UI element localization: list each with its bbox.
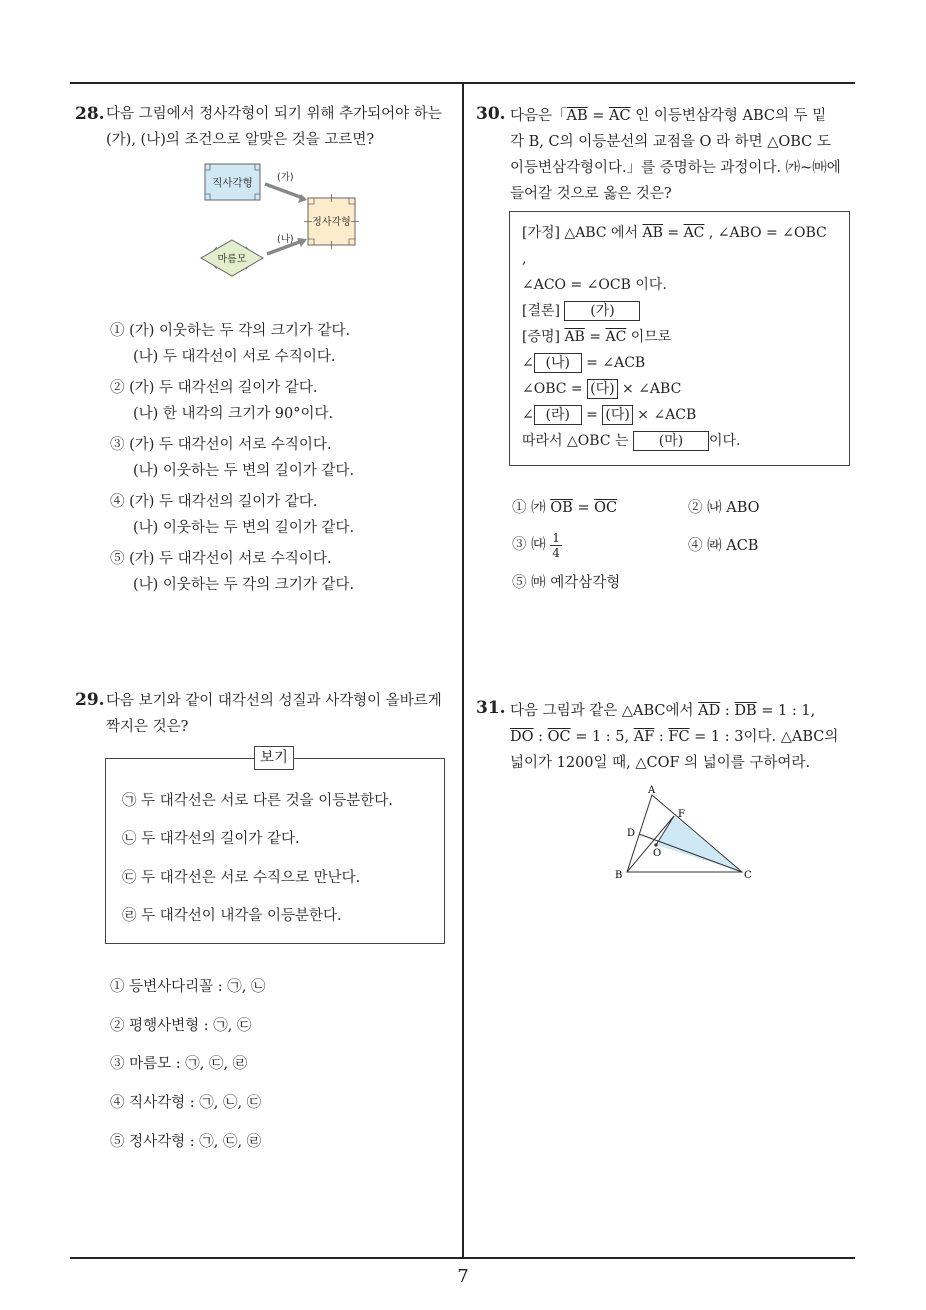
q31-seg-ad: $\overline{AD}$ [698, 703, 721, 719]
q31-seg-oc: $\overline{OC}$ [547, 729, 571, 745]
q30-opt1-pre: ① ㈎ [512, 500, 551, 516]
proof-angle-d: ∠ [522, 407, 534, 423]
proof-pf-post: 이므로 [626, 329, 672, 345]
q30-opt1-eq: = [572, 500, 595, 516]
q29-item-2: ㉡ 두 대각선의 길이가 같다. [122, 831, 300, 847]
proof-eq-d: = [581, 407, 603, 423]
q30-line1-pre: 다음은「 [510, 108, 567, 124]
q28-text-line2: (가), (나)의 조건으로 알맞은 것을 고르면? [106, 132, 375, 148]
q31-text [510, 698, 860, 776]
proof-blank-c2: (다) [602, 405, 632, 425]
q31-line2 [510, 724, 860, 750]
q30-text-line4: 들어갈 것으로 옳은 것은? [510, 186, 672, 202]
label-o: O [653, 848, 662, 859]
proof-angle-b: ∠ [522, 355, 534, 371]
proof-final-post: 이다. [708, 433, 741, 449]
proof-comma: , [522, 251, 527, 267]
q28-option-3-a: (가) 두 대각선이 서로 수직이다. [129, 437, 332, 453]
proof-seg-ac: $\overline{AC}$ [683, 225, 705, 241]
q28-option-2-num: ② [110, 380, 125, 396]
q30-text-line2: 각 B, C의 이등분선의 교점을 O 라 하면 △OBC 도 [510, 134, 831, 150]
q28-option-3-b: (나) 이웃하는 두 변의 길이가 같다. [133, 463, 355, 479]
proof-eq: = [662, 225, 684, 241]
proof-times-acb: × ∠ACB [632, 407, 697, 423]
frac-num: 1 [552, 530, 560, 545]
q30-number: 30. [476, 104, 506, 124]
proof-times-abc: × ∠ABC [617, 381, 682, 397]
q28-option-3-num: ③ [110, 437, 125, 453]
proof-seg-ab: $\overline{AB}$ [642, 225, 663, 241]
q29-bogi-title: 보기 [254, 746, 294, 770]
q30-opt1-oc: $\overline{OC}$ [594, 500, 618, 516]
q29-option-2[interactable]: ② 평행사변형 : ㉠, ㉢ [110, 1018, 252, 1034]
q31-sep3: : [654, 729, 669, 745]
q28-option-3[interactable] [110, 432, 354, 484]
q30-line1-post: 인 이등변삼각형 ABC의 두 밑 [630, 108, 827, 124]
q28-option-2[interactable] [110, 375, 333, 427]
q28-option-5[interactable] [110, 546, 354, 598]
proof-concl-label: [결론] [522, 303, 560, 319]
q29-text-line2: 짝지은 것은? [106, 719, 189, 735]
proof-line-d [522, 402, 827, 428]
q29-number: 29. [75, 690, 105, 710]
proof-blank-a: (가) [564, 301, 640, 321]
q30-seg-ac: $\overline{AC}$ [609, 108, 631, 124]
proof-obc-pre: ∠OBC = [522, 381, 588, 397]
q30-opt1-ob: $\overline{OB}$ [550, 500, 573, 516]
frac-den: 4 [552, 545, 560, 560]
q31-seg-do: $\overline{DO}$ [510, 729, 534, 745]
q28-option-4-num: ④ [110, 494, 125, 510]
q31-triangle-figure [610, 784, 760, 884]
proof-hyp-pre: [가정] △ABC 에서 [522, 225, 643, 241]
q28-option-5-num: ⑤ [110, 551, 125, 567]
proof-pf-ab: $\overline{AB}$ [564, 329, 585, 345]
q28-option-5-a: (가) 두 대각선이 서로 수직이다. [129, 551, 332, 567]
proof-line-c [522, 376, 827, 402]
q28-option-2-a: (가) 두 대각선의 길이가 같다. [129, 380, 318, 396]
proof-pf-ac: $\overline{AC}$ [605, 329, 627, 345]
q29-option-1[interactable]: ① 등변사다리꼴 : ㉠, ㉡ [110, 979, 266, 995]
q28-number: 28. [75, 104, 105, 124]
q31-line1 [510, 698, 860, 724]
q28-option-1-b: (나) 두 대각선이 서로 수직이다. [133, 349, 336, 365]
q30-seg-ab: $\overline{AB}$ [566, 108, 588, 124]
q29-option-5[interactable]: ⑤ 정사각형 : ㉠, ㉢, ㉣ [110, 1134, 262, 1150]
q28-option-2-b: (나) 한 내각의 크기가 90°이다. [133, 406, 334, 422]
q30-proof [522, 220, 827, 454]
proof-line2: ∠ACO = ∠OCB 이다. [522, 277, 667, 293]
proof-final [522, 428, 827, 454]
q30-option-2[interactable]: ② ㈏ ABO [688, 500, 760, 516]
label-a: A [648, 785, 656, 796]
proof-final-pre: 따라서 △OBC 는 [522, 433, 633, 449]
q30-eq: = [587, 108, 610, 124]
proof-hyp-post: , ∠ABO = ∠OBC [704, 225, 827, 241]
q29-option-3[interactable]: ③ 마름모 : ㉠, ㉢, ㉣ [110, 1056, 248, 1072]
q31-l1-pre: 다음 그림과 같은 △ABC에서 [510, 703, 699, 719]
q31-l2-post: = 1 : 3이다. △ABC의 [689, 729, 839, 745]
q28-option-5-b: (나) 이웃하는 두 각의 크기가 같다. [133, 577, 355, 593]
q30-text-line3: 이등변삼각형이다.」를 증명하는 과정이다. ㈎~㈒에 [510, 160, 841, 176]
q30-option-1[interactable] [512, 495, 617, 521]
proof-proof [522, 324, 827, 350]
q30-opt3-pre: ③ ㈐ [512, 537, 551, 553]
q29-option-4[interactable]: ④ 직사각형 : ㉠, ㉡, ㉢ [110, 1095, 262, 1111]
q31-sep1: : [720, 703, 735, 719]
q29-item-3: ㉢ 두 대각선은 서로 수직으로 만난다. [122, 870, 361, 886]
proof-hyp [522, 220, 827, 246]
proof-blank-b: (나) [534, 353, 582, 373]
proof-conclusion [522, 298, 827, 324]
q29-text-line1: 다음 보기와 같이 대각선의 성질과 사각형이 올바르게 [106, 693, 442, 709]
q31-l2-mid: = 1 : 5, [570, 729, 634, 745]
q28-text [106, 101, 456, 153]
proof-eq-acb: = ∠ACB [581, 355, 646, 371]
proof-blank-c: (다) [587, 379, 617, 399]
q30-text [510, 103, 860, 207]
q31-l1-post: = 1 : 1, [756, 703, 816, 719]
page-number: 7 [457, 1266, 469, 1287]
column-divider [462, 83, 464, 1258]
proof-pf-eq: = [584, 329, 606, 345]
q28-option-1-a: (가) 이웃하는 두 각의 크기가 같다. [129, 323, 351, 339]
label-d: D [627, 828, 636, 839]
q31-seg-db: $\overline{DB}$ [734, 703, 757, 719]
q30-option-3[interactable] [512, 527, 562, 563]
q28-option-1-num: ① [110, 323, 125, 339]
q28-figure [195, 158, 370, 278]
rhombus-label: 마름모 [217, 254, 247, 265]
proof-pf-label: [증명] [522, 329, 560, 345]
q28-text-line1: 다음 그림에서 정사각형이 되기 위해 추가되어야 하는 [106, 106, 442, 122]
q31-number: 31. [476, 698, 506, 718]
q31-seg-af: $\overline{AF}$ [633, 729, 655, 745]
rect-label: 직사각형 [212, 177, 253, 189]
q30-opt3-frac [550, 531, 562, 560]
proof-blank-d: (라) [534, 405, 582, 425]
q28-option-1[interactable] [110, 318, 350, 370]
q31-seg-fc: $\overline{FC}$ [668, 729, 690, 745]
q30-text-line1 [510, 103, 860, 129]
square-label: 정사각형 [312, 217, 351, 228]
arrow-b-label: (나) [277, 234, 294, 245]
label-b: B [615, 870, 623, 881]
arrow-a-label: (가) [277, 172, 294, 183]
q28-option-4-a: (가) 두 대각선의 길이가 같다. [129, 494, 318, 510]
q29-item-1: ㉠ 두 대각선은 서로 다른 것을 이등분한다. [122, 793, 393, 809]
q31-line3: 넓이가 1200일 때, △COF 의 넓이를 구하여라. [510, 755, 811, 771]
q28-option-4-b: (나) 이웃하는 두 변의 길이가 같다. [133, 520, 355, 536]
label-f: F [678, 809, 685, 820]
q28-option-4[interactable] [110, 489, 354, 541]
q31-sep2: : [533, 729, 548, 745]
q29-item-4: ㉣ 두 대각선이 내각을 이등분한다. [122, 908, 342, 924]
q29-text [106, 688, 456, 740]
proof-blank-e: (마) [633, 431, 709, 451]
proof-line-b [522, 350, 827, 376]
q30-option-4[interactable]: ④ ㈑ ACB [688, 538, 759, 554]
label-c: C [744, 870, 752, 881]
q30-option-5[interactable]: ⑤ ㈒ 예각삼각형 [512, 575, 621, 591]
